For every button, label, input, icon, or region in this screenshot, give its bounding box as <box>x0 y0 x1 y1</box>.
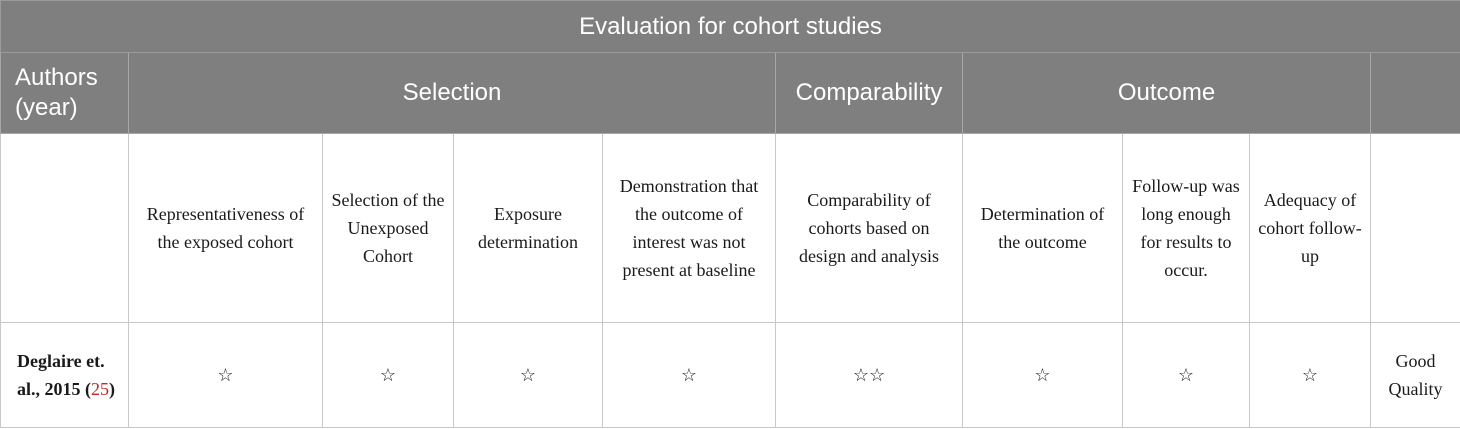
criterion-comparability: Comparability of cohorts based on design and analysis <box>776 134 963 323</box>
reference-link[interactable]: 25 <box>91 379 110 399</box>
author-cell <box>1 323 129 428</box>
empty-quality-cell <box>1371 134 1460 323</box>
authors-year-header: Authors (year) <box>1 53 129 134</box>
table-title: Evaluation for cohort studies <box>1 1 1460 53</box>
criteria-header-row <box>1 134 1460 323</box>
score-cell: ☆ <box>129 323 323 428</box>
score-cell: ☆ <box>963 323 1123 428</box>
criterion-exposure: Exposure determination <box>454 134 603 323</box>
group-header-row <box>1 53 1460 134</box>
criterion-outcome-baseline: Demonstration that the outcome of interest was not present at baseline <box>603 134 776 323</box>
author-name: Deglaire et. al., 2015 <box>17 351 105 399</box>
score-cell: ☆ <box>323 323 454 428</box>
score-cell: ☆☆ <box>776 323 963 428</box>
criterion-outcome-determination: Determination of the outcome <box>963 134 1123 323</box>
ref-close: ) <box>109 379 116 399</box>
quality-header <box>1371 53 1460 134</box>
criterion-unexposed-selection: Selection of the Unexposed Cohort <box>323 134 454 323</box>
table-title-row <box>1 1 1460 53</box>
selection-header: Selection <box>129 53 776 134</box>
quality-cell: Good Quality <box>1371 323 1460 428</box>
score-cell: ☆ <box>1123 323 1250 428</box>
table-row <box>1 323 1460 428</box>
criterion-representativeness: Representativeness of the exposed cohort <box>129 134 323 323</box>
criterion-follow-up-adequacy: Adequacy of cohort follow-up <box>1250 134 1371 323</box>
score-cell: ☆ <box>454 323 603 428</box>
ref-open: ( <box>80 379 92 399</box>
outcome-header: Outcome <box>963 53 1371 134</box>
score-cell: ☆ <box>603 323 776 428</box>
score-cell: ☆ <box>1250 323 1371 428</box>
comparability-header: Comparability <box>776 53 963 134</box>
empty-criteria-cell <box>1 134 129 323</box>
criterion-follow-up-length: Follow-up was long enough for results to occur. <box>1123 134 1250 323</box>
